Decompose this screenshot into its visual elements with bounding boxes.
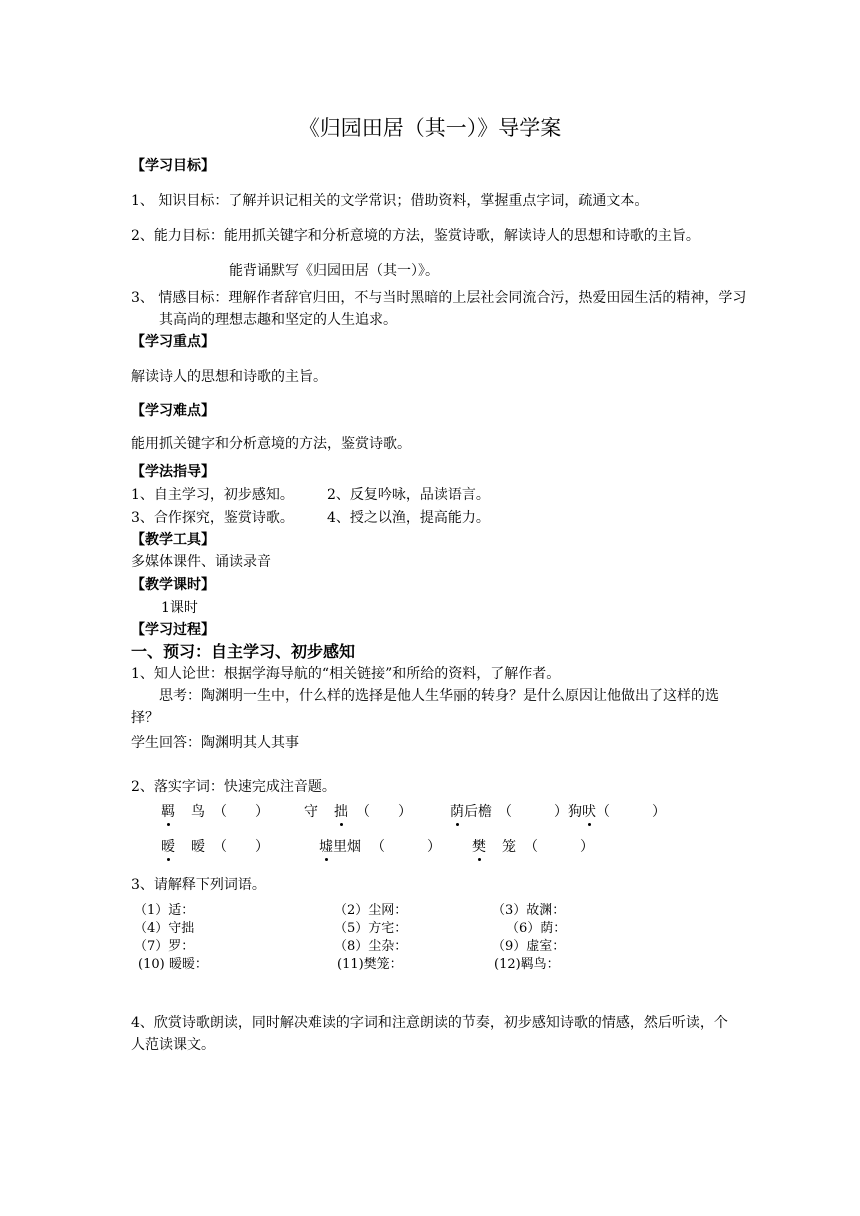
answer-blank: （ ） [596,804,666,820]
vocab-item: (12)羁鸟： [494,957,560,972]
method-item-1: 1、自主学习，初步感知。 [131,487,294,503]
objective-emotion: 3、 情感目标：理解作者辞官归田，不与当时黑暗的上层社会同流合污，热爱田园生活的精神，学习其高尚的理想志趣和坚定的人生追求。 [131,290,747,328]
tools-heading: 【教学工具】 [131,532,215,548]
vocab-item: (11)樊笼： [337,957,403,972]
question-1-answer: 学生回答：陶渊明其人其事 [131,735,299,751]
objectives-heading: 【学习目标】 [131,158,215,174]
hours-text: 1课时 [161,600,198,616]
objective-ability-continued: 能背诵默写《归园田居（其一）》。 [229,263,439,279]
pinyin-item [450,803,568,821]
dotted-char: 吠 [582,804,596,820]
question-3: 3、请解释下列词语。 [131,877,266,893]
method-item-4: 4、授之以渔，提高能力。 [327,510,490,526]
section-preview-heading: 一、预习：自主学习、初步感知 [131,642,356,661]
pinyin-item [319,838,441,856]
dotted-char: 墟 [319,839,333,855]
plain-char: 暧 [191,839,205,855]
vocab-item: (10) 暧暧： [138,957,208,972]
dotted-char: 羁 [161,804,175,820]
difficulty-text: 能用抓关键字和分析意境的方法，鉴赏诗歌。 [131,436,411,452]
pinyin-item [161,838,269,856]
answer-blank: （ ） [524,839,594,855]
dotted-char: 拙 [334,804,348,820]
answer-blank: （ ） [356,804,412,820]
process-heading: 【学习过程】 [131,622,215,638]
answer-blank: （ ） [213,804,269,820]
hours-heading: 【教学课时】 [131,577,215,593]
tools-text: 多媒体课件、诵读录音 [131,554,271,570]
pinyin-item [304,803,412,821]
dotted-char: 暧 [161,839,175,855]
question-1: 1、知人论世：根据学海导航的“相关链接”和所给的资料，了解作者。 [131,666,561,682]
keypoint-heading: 【学习重点】 [131,334,215,350]
question-4: 4、欣赏诗歌朗读，同时解决难读的字词和注意朗读的节奏，初步感知诗歌的情感，然后听读，个人范读课文。 [131,1015,728,1053]
plain-char: 里烟 [333,839,361,855]
plain-char: 狗 [568,804,582,820]
answer-blank: （ ） [498,804,568,820]
answer-blank: （ ） [213,839,269,855]
answer-blank: （ ） [371,839,441,855]
vocab-item: （6）荫： [506,921,567,936]
method-item-2: 2、反复吟咏，品读语言。 [327,487,490,503]
difficulty-heading: 【学习难点】 [131,403,215,419]
plain-char: 笼 [502,839,516,855]
method-item-3: 3、合作探究，鉴赏诗歌。 [131,510,294,526]
vocab-item: （3）故渊： [492,903,566,918]
pinyin-item [568,803,666,821]
objective-ability: 2、能力目标：能用抓关键字和分析意境的方法，鉴赏诗歌，解读诗人的思想和诗歌的主旨。 [131,228,700,244]
objective-knowledge: 1、 知识目标：了解并识记相关的文学常识；借助资料，掌握重点字词，疏通文本。 [131,193,649,209]
dotted-char: 荫 [450,804,464,820]
plain-char: 守 [304,804,318,820]
vocab-item: （5）方宅： [334,921,408,936]
page-title: 《归园田居（其一）》导学案 [298,116,562,140]
keypoint-text: 解读诗人的思想和诗歌的主旨。 [131,369,327,385]
method-heading: 【学法指导】 [131,464,215,480]
pinyin-item [161,803,269,821]
plain-char: 鸟 [191,804,205,820]
dotted-char: 樊 [472,839,486,855]
vocab-item: （8）尘杂： [334,939,408,954]
vocab-item: （9）虚室： [492,939,566,954]
vocab-item: （2）尘网： [334,903,408,918]
vocab-item: （4）守拙 [134,921,195,936]
vocab-item: （7）罗： [134,939,195,954]
plain-char: 后檐 [464,804,492,820]
question-1-think: 思考：陶渊明一生中，什么样的选择是他人生华丽的转身？是什么原因让他做出了这样的选择？ [131,688,719,726]
vocab-item: （1）适： [134,903,195,918]
question-2: 2、落实字词：快速完成注音题。 [131,779,336,795]
pinyin-item [472,838,594,856]
